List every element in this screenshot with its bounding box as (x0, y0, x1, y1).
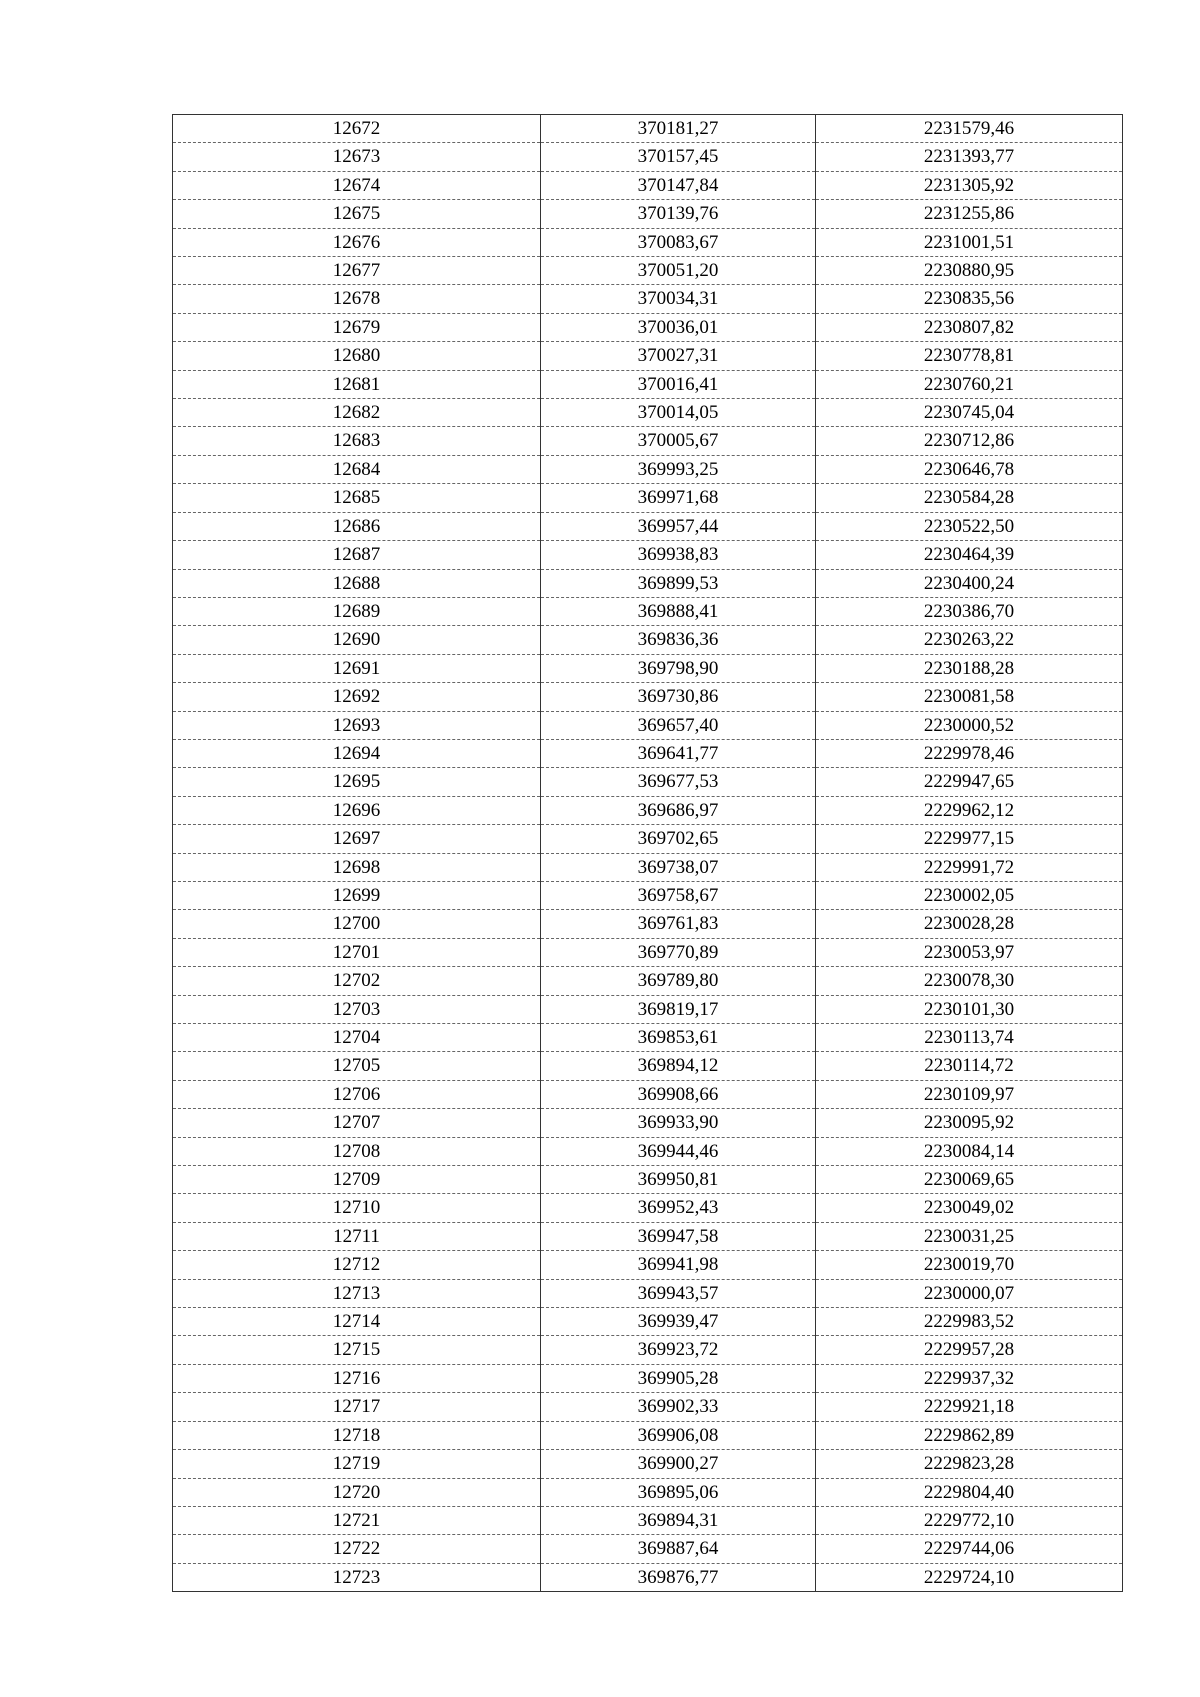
x-coordinate-cell: 369888,41 (541, 597, 816, 625)
point-number-cell: 12715 (173, 1336, 541, 1364)
x-coordinate-cell: 369686,97 (541, 796, 816, 824)
table-row (173, 1024, 1123, 1052)
point-number-cell: 12704 (173, 1024, 541, 1052)
point-number-cell: 12684 (173, 455, 541, 483)
x-coordinate-cell: 369947,58 (541, 1222, 816, 1250)
point-number-cell: 12688 (173, 569, 541, 597)
table-row (173, 342, 1123, 370)
point-number-cell: 12682 (173, 399, 541, 427)
x-coordinate-cell: 370147,84 (541, 171, 816, 199)
table-row (173, 1308, 1123, 1336)
y-coordinate-cell: 2229983,52 (816, 1308, 1123, 1336)
point-number-cell: 12723 (173, 1563, 541, 1591)
point-number-cell: 12697 (173, 825, 541, 853)
y-coordinate-cell: 2230049,02 (816, 1194, 1123, 1222)
table-row (173, 143, 1123, 171)
y-coordinate-cell: 2229991,72 (816, 853, 1123, 881)
x-coordinate-cell: 369902,33 (541, 1393, 816, 1421)
x-coordinate-cell: 369758,67 (541, 881, 816, 909)
x-coordinate-cell: 370005,67 (541, 427, 816, 455)
y-coordinate-cell: 2230807,82 (816, 313, 1123, 341)
table-row (173, 427, 1123, 455)
y-coordinate-cell: 2230084,14 (816, 1137, 1123, 1165)
table-row (173, 1109, 1123, 1137)
x-coordinate-cell: 370181,27 (541, 115, 816, 143)
y-coordinate-cell: 2230584,28 (816, 484, 1123, 512)
point-number-cell: 12687 (173, 541, 541, 569)
x-coordinate-cell: 369641,77 (541, 739, 816, 767)
y-coordinate-cell: 2230835,56 (816, 285, 1123, 313)
y-coordinate-cell: 2229804,40 (816, 1478, 1123, 1506)
point-number-cell: 12710 (173, 1194, 541, 1222)
table-row (173, 1421, 1123, 1449)
table-row (173, 796, 1123, 824)
y-coordinate-cell: 2229724,10 (816, 1563, 1123, 1591)
point-number-cell: 12695 (173, 768, 541, 796)
point-number-cell: 12711 (173, 1222, 541, 1250)
table-row (173, 569, 1123, 597)
point-number-cell: 12706 (173, 1080, 541, 1108)
coordinates-table (172, 114, 1123, 1592)
y-coordinate-cell: 2230081,58 (816, 683, 1123, 711)
x-coordinate-cell: 369895,06 (541, 1478, 816, 1506)
table-row (173, 967, 1123, 995)
table-row (173, 881, 1123, 909)
table-row (173, 1478, 1123, 1506)
x-coordinate-cell: 370034,31 (541, 285, 816, 313)
table-row (173, 455, 1123, 483)
x-coordinate-cell: 370083,67 (541, 228, 816, 256)
point-number-cell: 12713 (173, 1279, 541, 1307)
x-coordinate-cell: 370016,41 (541, 370, 816, 398)
y-coordinate-cell: 2230386,70 (816, 597, 1123, 625)
table-row (173, 1194, 1123, 1222)
table-row (173, 910, 1123, 938)
point-number-cell: 12716 (173, 1364, 541, 1392)
table-row (173, 200, 1123, 228)
y-coordinate-cell: 2230101,30 (816, 995, 1123, 1023)
point-number-cell: 12683 (173, 427, 541, 455)
x-coordinate-cell: 369730,86 (541, 683, 816, 711)
y-coordinate-cell: 2229862,89 (816, 1421, 1123, 1449)
x-coordinate-cell: 369887,64 (541, 1535, 816, 1563)
point-number-cell: 12693 (173, 711, 541, 739)
point-number-cell: 12718 (173, 1421, 541, 1449)
y-coordinate-cell: 2229977,15 (816, 825, 1123, 853)
x-coordinate-cell: 369789,80 (541, 967, 816, 995)
point-number-cell: 12674 (173, 171, 541, 199)
x-coordinate-cell: 369836,36 (541, 626, 816, 654)
y-coordinate-cell: 2230114,72 (816, 1052, 1123, 1080)
y-coordinate-cell: 2230109,97 (816, 1080, 1123, 1108)
y-coordinate-cell: 2230078,30 (816, 967, 1123, 995)
x-coordinate-cell: 369941,98 (541, 1251, 816, 1279)
y-coordinate-cell: 2230522,50 (816, 512, 1123, 540)
y-coordinate-cell: 2230000,07 (816, 1279, 1123, 1307)
point-number-cell: 12714 (173, 1308, 541, 1336)
table-row (173, 597, 1123, 625)
x-coordinate-cell: 369943,57 (541, 1279, 816, 1307)
point-number-cell: 12676 (173, 228, 541, 256)
point-number-cell: 12700 (173, 910, 541, 938)
table-row (173, 1450, 1123, 1478)
table-row (173, 1563, 1123, 1591)
y-coordinate-cell: 2231393,77 (816, 143, 1123, 171)
point-number-cell: 12691 (173, 654, 541, 682)
x-coordinate-cell: 370139,76 (541, 200, 816, 228)
table-row (173, 1364, 1123, 1392)
table-row (173, 739, 1123, 767)
table-row (173, 1336, 1123, 1364)
point-number-cell: 12672 (173, 115, 541, 143)
x-coordinate-cell: 369876,77 (541, 1563, 816, 1591)
table-row (173, 228, 1123, 256)
x-coordinate-cell: 369906,08 (541, 1421, 816, 1449)
y-coordinate-cell: 2230880,95 (816, 257, 1123, 285)
y-coordinate-cell: 2230113,74 (816, 1024, 1123, 1052)
x-coordinate-cell: 369939,47 (541, 1308, 816, 1336)
x-coordinate-cell: 369853,61 (541, 1024, 816, 1052)
point-number-cell: 12678 (173, 285, 541, 313)
y-coordinate-cell: 2230464,39 (816, 541, 1123, 569)
point-number-cell: 12685 (173, 484, 541, 512)
point-number-cell: 12696 (173, 796, 541, 824)
x-coordinate-cell: 369908,66 (541, 1080, 816, 1108)
point-number-cell: 12698 (173, 853, 541, 881)
x-coordinate-cell: 369950,81 (541, 1166, 816, 1194)
y-coordinate-cell: 2229978,46 (816, 739, 1123, 767)
table-row (173, 626, 1123, 654)
table-row (173, 1166, 1123, 1194)
table-row (173, 1506, 1123, 1534)
y-coordinate-cell: 2230745,04 (816, 399, 1123, 427)
point-number-cell: 12701 (173, 938, 541, 966)
point-number-cell: 12722 (173, 1535, 541, 1563)
x-coordinate-cell: 370036,01 (541, 313, 816, 341)
x-coordinate-cell: 369894,31 (541, 1506, 816, 1534)
point-number-cell: 12694 (173, 739, 541, 767)
y-coordinate-cell: 2230778,81 (816, 342, 1123, 370)
table-row (173, 313, 1123, 341)
y-coordinate-cell: 2229962,12 (816, 796, 1123, 824)
table-row (173, 285, 1123, 313)
table-row (173, 938, 1123, 966)
y-coordinate-cell: 2230002,05 (816, 881, 1123, 909)
x-coordinate-cell: 369957,44 (541, 512, 816, 540)
y-coordinate-cell: 2230760,21 (816, 370, 1123, 398)
x-coordinate-cell: 370051,20 (541, 257, 816, 285)
point-number-cell: 12721 (173, 1506, 541, 1534)
point-number-cell: 12702 (173, 967, 541, 995)
y-coordinate-cell: 2230019,70 (816, 1251, 1123, 1279)
x-coordinate-cell: 369900,27 (541, 1450, 816, 1478)
x-coordinate-cell: 370157,45 (541, 143, 816, 171)
x-coordinate-cell: 369738,07 (541, 853, 816, 881)
y-coordinate-cell: 2231305,92 (816, 171, 1123, 199)
y-coordinate-cell: 2230188,28 (816, 654, 1123, 682)
point-number-cell: 12680 (173, 342, 541, 370)
x-coordinate-cell: 369677,53 (541, 768, 816, 796)
y-coordinate-cell: 2230646,78 (816, 455, 1123, 483)
y-coordinate-cell: 2229957,28 (816, 1336, 1123, 1364)
table-row (173, 825, 1123, 853)
y-coordinate-cell: 2230095,92 (816, 1109, 1123, 1137)
x-coordinate-cell: 369761,83 (541, 910, 816, 938)
point-number-cell: 12709 (173, 1166, 541, 1194)
point-number-cell: 12679 (173, 313, 541, 341)
x-coordinate-cell: 369819,17 (541, 995, 816, 1023)
point-number-cell: 12705 (173, 1052, 541, 1080)
table-row (173, 995, 1123, 1023)
table-row (173, 1279, 1123, 1307)
table-row (173, 1052, 1123, 1080)
y-coordinate-cell: 2230028,28 (816, 910, 1123, 938)
y-coordinate-cell: 2230053,97 (816, 938, 1123, 966)
table-row (173, 1393, 1123, 1421)
x-coordinate-cell: 370014,05 (541, 399, 816, 427)
x-coordinate-cell: 369702,65 (541, 825, 816, 853)
x-coordinate-cell: 369798,90 (541, 654, 816, 682)
table-row (173, 683, 1123, 711)
table-row (173, 768, 1123, 796)
table-row (173, 1535, 1123, 1563)
point-number-cell: 12675 (173, 200, 541, 228)
x-coordinate-cell: 369993,25 (541, 455, 816, 483)
point-number-cell: 12686 (173, 512, 541, 540)
x-coordinate-cell: 369938,83 (541, 541, 816, 569)
y-coordinate-cell: 2230031,25 (816, 1222, 1123, 1250)
x-coordinate-cell: 369770,89 (541, 938, 816, 966)
point-number-cell: 12689 (173, 597, 541, 625)
point-number-cell: 12717 (173, 1393, 541, 1421)
y-coordinate-cell: 2229947,65 (816, 768, 1123, 796)
table-row (173, 711, 1123, 739)
point-number-cell: 12719 (173, 1450, 541, 1478)
table-row (173, 1137, 1123, 1165)
x-coordinate-cell: 370027,31 (541, 342, 816, 370)
y-coordinate-cell: 2231255,86 (816, 200, 1123, 228)
table-row (173, 541, 1123, 569)
table-row (173, 1222, 1123, 1250)
x-coordinate-cell: 369905,28 (541, 1364, 816, 1392)
table-row (173, 399, 1123, 427)
x-coordinate-cell: 369657,40 (541, 711, 816, 739)
point-number-cell: 12708 (173, 1137, 541, 1165)
point-number-cell: 12712 (173, 1251, 541, 1279)
point-number-cell: 12720 (173, 1478, 541, 1506)
x-coordinate-cell: 369923,72 (541, 1336, 816, 1364)
y-coordinate-cell: 2231579,46 (816, 115, 1123, 143)
coordinates-table-body (173, 115, 1123, 1592)
table-row (173, 257, 1123, 285)
table-row (173, 115, 1123, 143)
table-row (173, 1080, 1123, 1108)
x-coordinate-cell: 369944,46 (541, 1137, 816, 1165)
x-coordinate-cell: 369971,68 (541, 484, 816, 512)
table-row (173, 484, 1123, 512)
y-coordinate-cell: 2230712,86 (816, 427, 1123, 455)
table-row (173, 1251, 1123, 1279)
y-coordinate-cell: 2229772,10 (816, 1506, 1123, 1534)
y-coordinate-cell: 2229921,18 (816, 1393, 1123, 1421)
point-number-cell: 12707 (173, 1109, 541, 1137)
y-coordinate-cell: 2229823,28 (816, 1450, 1123, 1478)
y-coordinate-cell: 2231001,51 (816, 228, 1123, 256)
point-number-cell: 12673 (173, 143, 541, 171)
x-coordinate-cell: 369952,43 (541, 1194, 816, 1222)
table-row (173, 171, 1123, 199)
x-coordinate-cell: 369899,53 (541, 569, 816, 597)
y-coordinate-cell: 2230069,65 (816, 1166, 1123, 1194)
table-row (173, 370, 1123, 398)
point-number-cell: 12699 (173, 881, 541, 909)
point-number-cell: 12690 (173, 626, 541, 654)
y-coordinate-cell: 2230400,24 (816, 569, 1123, 597)
point-number-cell: 12692 (173, 683, 541, 711)
point-number-cell: 12681 (173, 370, 541, 398)
table-row (173, 654, 1123, 682)
y-coordinate-cell: 2229937,32 (816, 1364, 1123, 1392)
x-coordinate-cell: 369933,90 (541, 1109, 816, 1137)
table-row (173, 853, 1123, 881)
point-number-cell: 12677 (173, 257, 541, 285)
y-coordinate-cell: 2229744,06 (816, 1535, 1123, 1563)
x-coordinate-cell: 369894,12 (541, 1052, 816, 1080)
y-coordinate-cell: 2230000,52 (816, 711, 1123, 739)
table-row (173, 512, 1123, 540)
point-number-cell: 12703 (173, 995, 541, 1023)
y-coordinate-cell: 2230263,22 (816, 626, 1123, 654)
